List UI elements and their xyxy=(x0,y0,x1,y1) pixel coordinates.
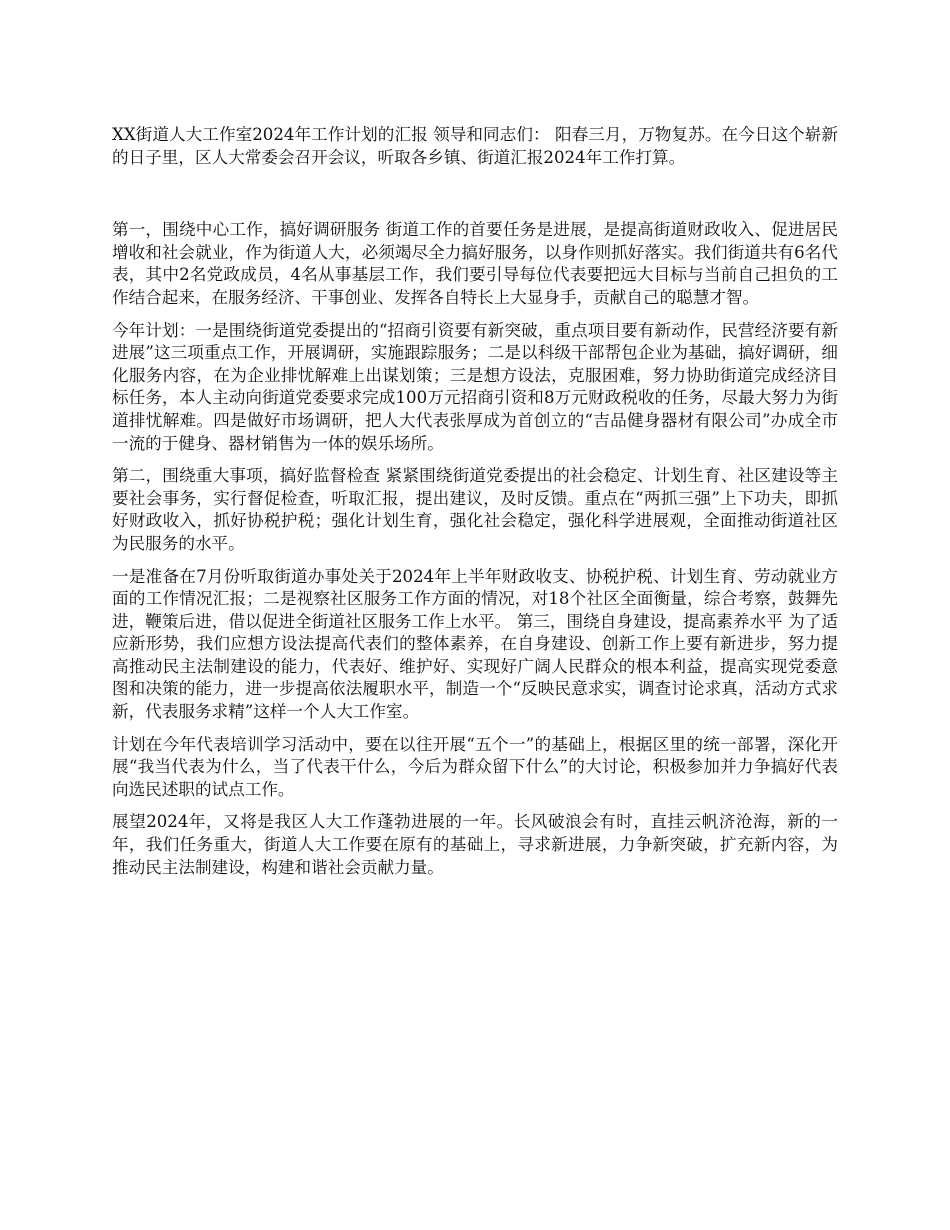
paragraph-outlook: 展望2024年，又将是我区人大工作蓬勃进展的一年。长风破浪会有时，直挂云帆济沧海，新的一年，我们任务重大，街道人大工作要在原有的基础上，寻求新进展，力争新突破，扩充新内容，为推动民主法制建设，构建和谐社会贡献力量。 xyxy=(112,812,838,877)
paragraph-section-one: 第一，围绕中心工作，搞好调研服务 街道工作的首要任务是进展，是提高街道财政收入、促进居民增收和社会就业，作为街道人大，必须竭尽全力搞好服务，以身作则抓好落实。我们街道共有6名代表，其中2名党政成员，4名从事基层工作，我们要引导每位代表要把远大目标与当前自己担负的工作结合起来，在服务经济、干事创业、发挥各自特长上大显身手，贡献自己的聪慧才智。 xyxy=(112,220,838,307)
document-page xyxy=(112,124,838,889)
paragraph-training: 计划在今年代表培训学习活动中，要在以往开展“五个一”的基础上，根据区里的统一部署，深化开展“我当代表为什么，当了代表干什么，今后为群众留下什么”的大讨论，积极参加并力争搞好代表向选民述职的试点工作。 xyxy=(112,734,838,799)
paragraph-plan: 今年计划：一是围绕街道党委提出的“招商引资要有新突破，重点项目要有新动作，民营经济要有新进展”这三项重点工作，开展调研，实施跟踪服务；二是以科级干部帮包企业为基础，搞好调研，细化服务内容，在为企业排忧解难上出谋划策；三是想方设法，克服困难，努力协助街道完成经济目标任务，本人主动向街道党委要求完成100万元招商引资和8万元财政税收的任务，尽最大努力为街道排忧解难。四是做好市场调研，把人大代表张厚成为首创立的“吉品健身器材有限公司”办成全市一流的于健身、器材销售为一体的娱乐场所。 xyxy=(112,320,838,453)
paragraph-section-three: 一是准备在7月份听取街道办事处关于2024年上半年财政收支、协税护税、计划生育、劳动就业方面的工作情况汇报；二是视察社区服务工作方面的情况，对18个社区全面衡量，综合考察，鼓舞先进，鞭策后进，借以促进全街道社区服务工作上水平。 第三，围绕自身建设，提高素养水平 为了适应新形势，我们应想方设法提高代表们的整体素养，在自身建设、创新工作上要有新进步，努力提高推动民主法制建设的能力，代表好、维护好、实现好广阔人民群众的根本利益，提高实现党委意图和决策的能力，进一步提高依法履职水平，制造一个“反映民意求实，调查讨论求真，活动方式求新，代表服务求精”这样一个人大工作室。 xyxy=(112,566,838,722)
paragraph-section-two: 第二，围绕重大事项，搞好监督检查 紧紧围绕街道党委提出的社会稳定、计划生育、社区建设等主要社会事务，实行督促检查，听取汇报，提出建议，及时反馈。重点在“两抓三强”上下功夫，即抓好财政收入，抓好协税护税；强化计划生育，强化社会稳定，强化科学进展观，全面推动街道社区为民服务的水平。 xyxy=(112,466,838,553)
paragraph-intro: XX街道人大工作室2024年工作计划的汇报 领导和同志们： 阳春三月，万物复苏。在今日这个崭新的日子里，区人大常委会召开会议，听取各乡镇、街道汇报2024年工作打算。 xyxy=(112,125,838,167)
